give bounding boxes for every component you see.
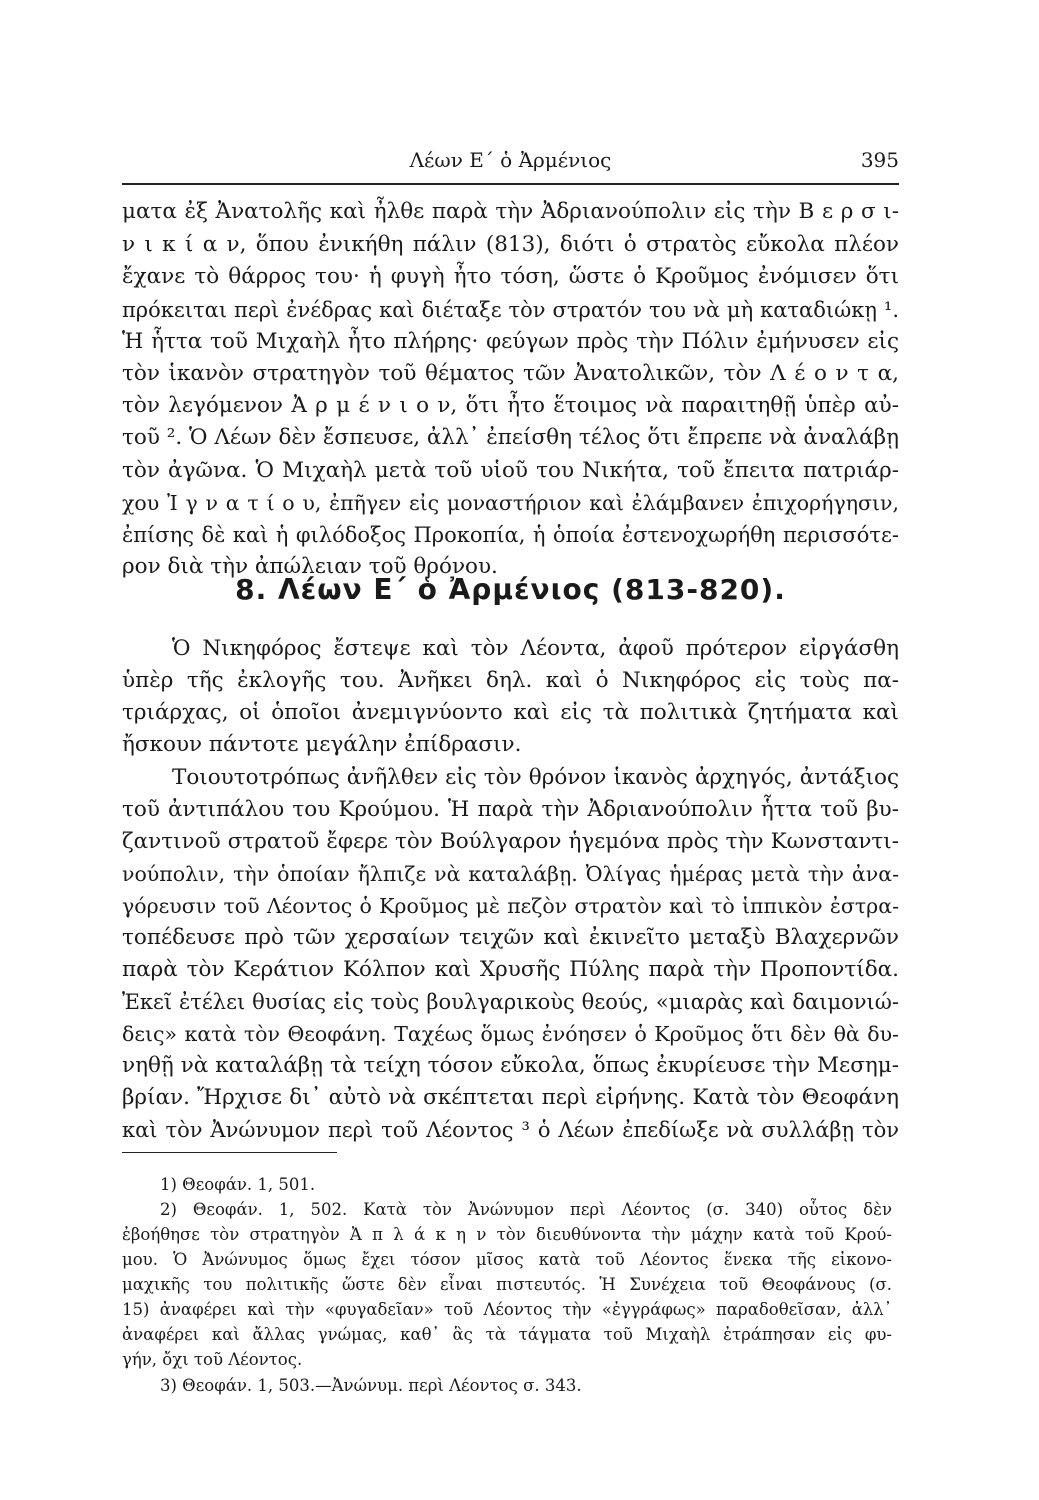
footnote-rule [122,1152,337,1153]
text-line: παρὰ τὸν Κεράτιον Κόλπον καὶ Χρυσῆς Πύλης παρὰ τὴν Προποντίδα. [122,957,899,982]
text-line: ἔχανε τὸ θάρρος του· ἡ φυγὴ ἦτο τόση, ὥστε ὁ Κροῦμος ἐνόμισεν ὅτι [122,264,899,289]
page-number: 395 [860,148,899,172]
footnote-line: μαχικῆς του πολιτικῆς ὥστε δὲν εἶναι πιστευτός. Ἡ Συνέχεια τοῦ Θεοφάνους (σ. [122,1275,892,1294]
text-line: ὑπὲρ τῆς ἐκλογῆς του. Ἀνῆκει δηλ. καὶ ὁ Νικηφόρος εἰς τοὺς πα- [122,668,899,693]
text-line: τοῦ ἀντιπάλου του Κρούμου. Ἡ παρὰ τὴν Ἀδριανούπολιν ἧττα τοῦ βυ- [122,797,899,822]
footnote-line: 2) Θεοφάν. 1, 502. Κατὰ τὸν Ἀνώνυμον περὶ Λέοντος (σ. 340) οὗτος δὲν [160,1200,892,1219]
text-line: καὶ τὸν Ἀνώνυμον περὶ τοῦ Λέοντος ³ ὁ Λέων ἐπεδίωξε νὰ συλλάβῃ τὸν [122,1118,899,1142]
text-line: Ἡ ἧττα τοῦ Μιχαὴλ ἦτο πλήρης· φεύγων πρὸς τὴν Πόλιν ἐμήνυσεν εἰς [122,329,899,354]
text-line: ρον διὰ τὴν ἀπώλειαν τοῦ θρόνου. [122,554,498,579]
text-line: ν ι κ ί α ν, ὅπου ἐνικήθη πάλιν (813), διότι ὁ στρατὸς εὔκολα πλέον [122,232,899,257]
text-line: Τοιουτοτρόπως ἀνῆλθεν εἰς τὸν θρόνον ἱκανὸς ἀρχηγός, ἀντάξιος [172,765,899,790]
text-line: ἐπίσης δὲ καὶ ἡ φιλόδοξος Προκοπία, ἡ ὁποία ἐστενοχωρήθη περισσότε- [122,523,899,547]
text-line: τοῦ ². Ὁ Λέων δὲν ἔσπευσε, ἀλλ᾽ ἐπείσθη τέλος ὅτι ἔπρεπε νὰ ἀναλάβῃ [122,425,899,450]
text-line: ματα ἐξ Ἀνατολῆς καὶ ἦλθε παρὰ τὴν Ἀδριανούπολιν εἰς τὴν Β ε ρ σ ι- [122,199,899,224]
text-line: τὸν ἱκανὸν στρατηγὸν τοῦ θέματος τῶν Ἀνατολικῶν, τὸν Λ έ ο ν τ α, [122,361,899,386]
text-line: ζαντινοῦ στρατοῦ ἔφερε τὸν Βούλγαρον ἡγεμόνα πρὸς τὴν Κωνσταντι- [122,829,899,854]
text-line: βρίαν. Ἤρχισε δι᾽ αὐτὸ νὰ σκέπτεται περὶ εἰρήνης. Κατὰ τὸν Θεοφάνη [122,1085,899,1110]
footnote-line: 1) Θεοφάν. 1, 501. [160,1175,316,1194]
text-line: νούπολιν, τὴν ὁποίαν ἤλπιζε νὰ καταλάβῃ. Ὀλίγας ἡμέρας μετὰ τὴν ἀνα- [122,862,899,886]
text-line: χου Ἰ γ ν α τ ί ο υ, ἐπῆγεν εἰς μοναστήριον καὶ ἐλάμβανεν ἐπιχορήγησιν, [122,491,899,515]
text-line: ἤσκουν πάντοτε μεγάλην ἐπίδρασιν. [122,732,522,757]
footnote-line: μου. Ὁ Ἀνώνυμος ὅμως ἔχει τόσον μῖσος κατὰ τοῦ Λέοντος ἕνεκα τῆς εἰκονο- [122,1250,892,1269]
text-line: τὸν λεγόμενον Ἀ ρ μ έ ν ι ο ν, ὅτι ἦτο ἕτοιμος νὰ παραιτηθῇ ὑπὲρ αὐ- [122,393,899,418]
footnote-line: γήν, ὄχι τοῦ Λέοντος. [122,1350,303,1369]
footnote-line: 15) ἀναφέρει καὶ τὴν «φυγαδεῖαν» τοῦ Λέοντος τὴν «ἐγγράφως» παραδοθεῖσαν, ἀλλ᾽ [122,1300,892,1319]
text-line: Ἐκεῖ ἐτέλει θυσίας εἰς τοὺς βουλγαρικοὺς θεούς, «μιαρὰς καὶ δαιμονιώ- [122,990,899,1014]
text-line: τριάρχας, οἱ ὁποῖοι ἀνεμιγνύοντο καὶ εἰς τὰ πολιτικὰ ζητήματα καὶ [122,700,899,725]
section-heading: 8. Λέων Ε΄ ὁ Ἀρμένιος (813-820). [235,573,786,606]
text-line: γόρευσιν τοῦ Λέοντος ὁ Κροῦμος μὲ πεζὸν στρατὸν καὶ τὸ ἱππικὸν ἐστρα- [122,894,899,918]
text-line: δεις» κατὰ τὸν Θεοφάνη. Ταχέως ὅμως ἐνόησεν ὁ Κροῦμος ὅτι δὲν θὰ δυ- [122,1022,899,1046]
text-line: Ὁ Νικηφόρος ἔστεψε καὶ τὸν Λέοντα, ἀφοῦ πρότερον εἰργάσθη [172,636,899,661]
running-title: Λέων Ε΄ ὁ Ἀρμένιος [409,148,612,172]
text-line: τὸν ἀγῶνα. Ὁ Μιχαὴλ μετὰ τοῦ υἱοῦ του Νικήτα, τοῦ ἔπειτα πατριάρ- [122,458,899,483]
footnote-line: ἀναφέρει καὶ ἄλλας γνώμας, καθ᾽ ἃς τὰ τάγματα τοῦ Μιχαὴλ ἐτράπησαν εἰς φυ- [122,1325,892,1344]
text-line: πρόκειται περὶ ἐνέδρας καὶ διέταξε τὸν στρατόν του νὰ μὴ καταδιώκῃ ¹. [122,298,899,322]
text-line: τοπέδευσε πρὸ τῶν χερσαίων τειχῶν καὶ ἐκινεῖτο μεταξὺ Βλαχερνῶν [122,925,899,950]
footnote-line: ἐβοήθησε τὸν στρατηγὸν Ἀ π λ ά κ η ν τὸν διευθύνοντα τὴν μάχην κατὰ τοῦ Κρού- [122,1225,892,1244]
footnote-line: 3) Θεοφάν. 1, 503.—Ἀνώνυμ. περὶ Λέοντος σ. 343. [160,1376,582,1395]
text-line: νηθῇ νὰ καταλάβῃ τὰ τείχη τόσον εὔκολα, ὅπως ἐκυρίευσε τὴν Μεσημ- [122,1053,899,1078]
header-rule [122,183,899,185]
